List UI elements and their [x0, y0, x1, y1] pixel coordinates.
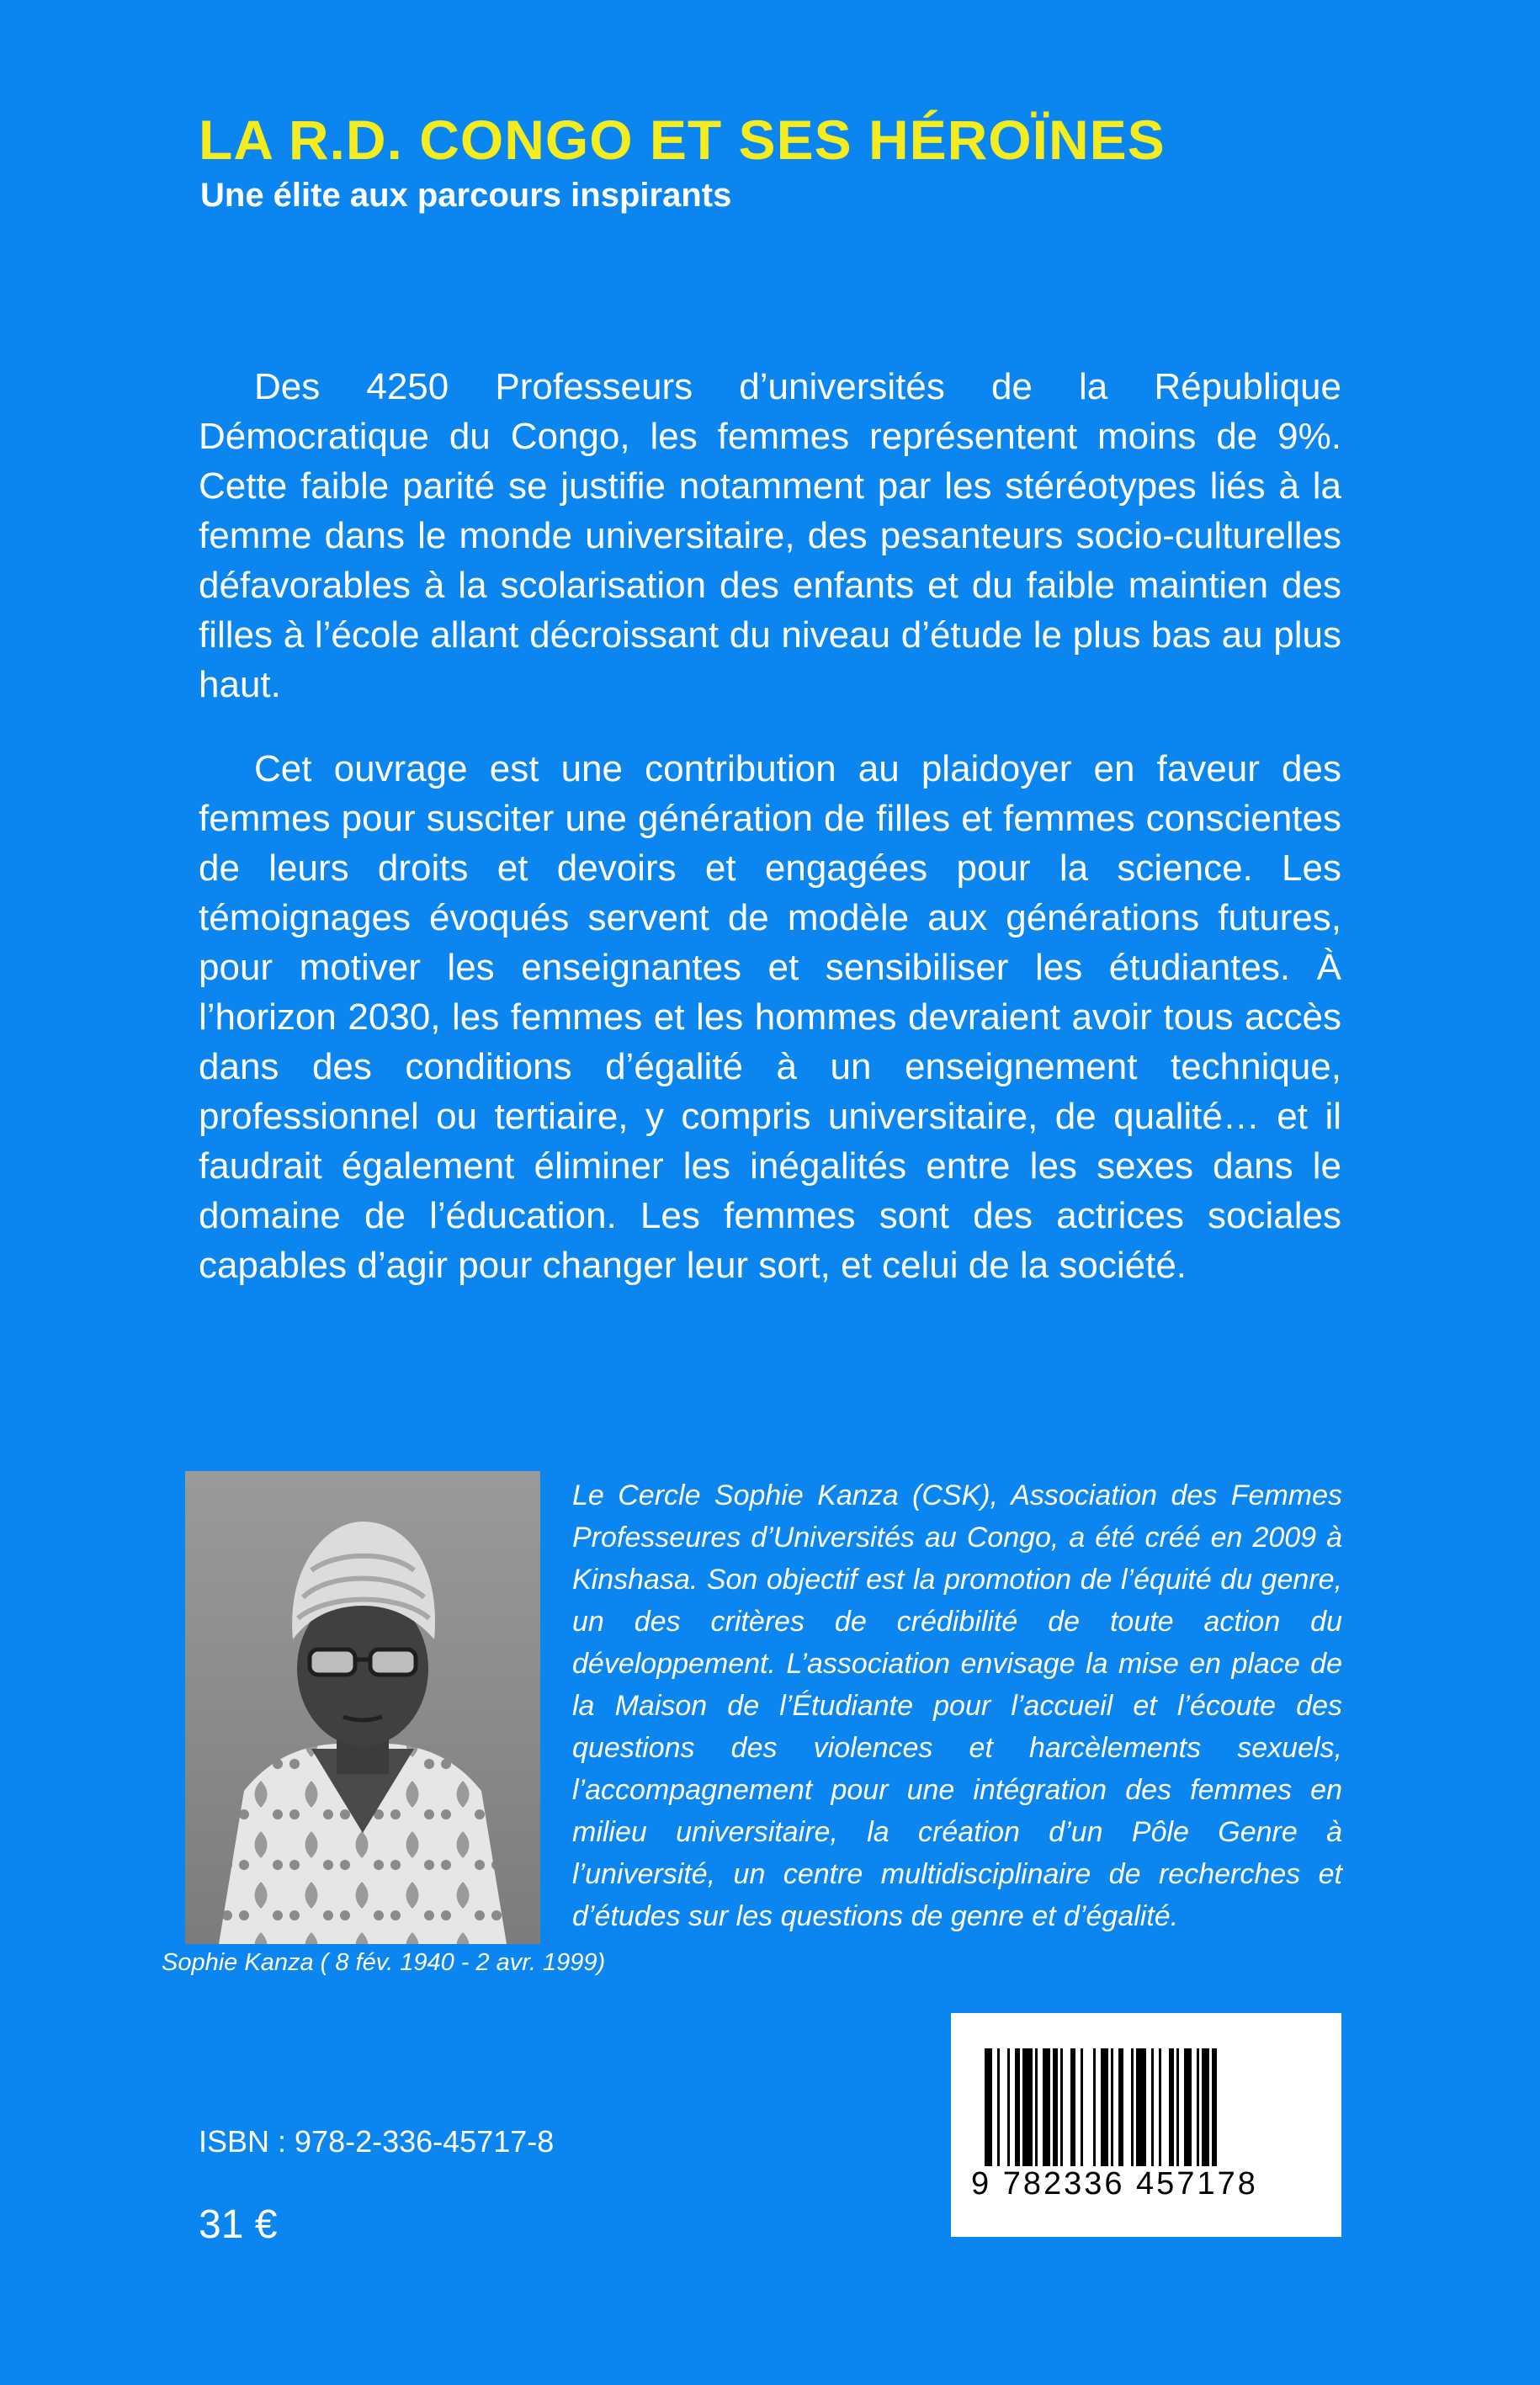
isbn-label: ISBN : 978-2-336-45717-8 [199, 2124, 555, 2159]
barcode-bar [1202, 2048, 1209, 2166]
barcode-bar [1043, 2048, 1050, 2166]
barcode-bar [1131, 2048, 1134, 2166]
barcode-bar [1197, 2048, 1199, 2166]
barcode-bar [1007, 2048, 1010, 2166]
barcode-bar [1176, 2048, 1179, 2166]
barcode-bar [1159, 2048, 1161, 2166]
barcode-bar [1118, 2048, 1123, 2166]
barcode-bar [1053, 2048, 1058, 2166]
barcode-bar [1093, 2048, 1096, 2166]
barcode-bar [997, 2048, 1000, 2166]
barcode-bar [1101, 2048, 1108, 2166]
association-description: Le Cercle Sophie Kanza (CSK), Association des Femmes Professeures d’Universités au Congo, a été créé en 2009 à Kinshasa. Son objectif est la promotion de l’équité du genre, un des critères de crédibilité de toute action du développement. L’association envisage la mise en place de la Maison de l’Étudiante pour l’accueil et l’écoute des questions des violences et harcèlements sexuels, l’accompagnement pour une intégration des femmes en milieu universitaire, la création d’un Pôle Genre à l’université, un centre multidisciplinaire de recherches et d’études sur les questions de genre et d’égalité. [572, 1479, 1342, 1932]
barcode-bar [1212, 2048, 1217, 2166]
barcode [951, 2013, 1341, 2237]
barcode-bar [985, 2048, 992, 2166]
barcode-bar [1015, 2048, 1020, 2166]
portrait-photo [185, 1471, 540, 1944]
barcode-bars [985, 2048, 1308, 2166]
barcode-bar [1081, 2048, 1083, 2166]
barcode-bar [1035, 2048, 1038, 2166]
barcode-bar [1111, 2048, 1113, 2166]
book-subtitle: Une élite aux parcours inspirants [200, 177, 732, 214]
barcode-bar [1060, 2048, 1063, 2166]
portrait-caption: Sophie Kanza ( 8 fév. 1940 - 2 avr. 1999) [162, 1949, 606, 1976]
blurb-paragraph-1: Des 4250 Professeurs d’universités de la République Démocratique du Congo, les femmes représentent moins de 9%. Cette faible parité se justifie notamment par les stéréotypes liés à la femme dans le monde universitaire, des pesanteurs socio-culturelles défavorables à la scolarisation des enfants et du faible maintien des filles à l’école allant décroissant du niveau d’étude le plus bas au plus haut. [199, 366, 1341, 705]
barcode-digits: 9 782336 457178 [971, 2166, 1258, 2202]
book-title: LA R.D. CONGO ET SES HÉROÏNES [199, 109, 1166, 171]
barcode-bar [1136, 2048, 1146, 2166]
barcode-bar [1070, 2048, 1075, 2166]
barcode-bar [1169, 2048, 1174, 2166]
barcode-bar [1184, 2048, 1192, 2166]
blurb-paragraph-2: Cet ouvrage est une contribution au plaidoyer en faveur des femmes pour susciter une génération de filles et femmes conscientes de leurs droits et devoirs et engagées pour la science. Les témoignages évoqués servent de modèle aux générations futures, pour motiver les enseignantes et sensibiliser les étudiantes. À l’horizon 2030, les femmes et les hommes devraient avoir tous accès dans des conditions d’égalité à un enseignement technique, professionnel ou tertiaire, y compris universitaire, de qualité… et il faudrait également éliminer les inégalités entre les sexes dans le domaine de l’éducation. Les femmes sont des actrices sociales capables d’agir pour changer leur sort, et celui de la société. [199, 748, 1341, 1286]
barcode-bar [1022, 2048, 1033, 2166]
barcode-bar [1151, 2048, 1154, 2166]
price-label: 31 € [199, 2202, 278, 2247]
